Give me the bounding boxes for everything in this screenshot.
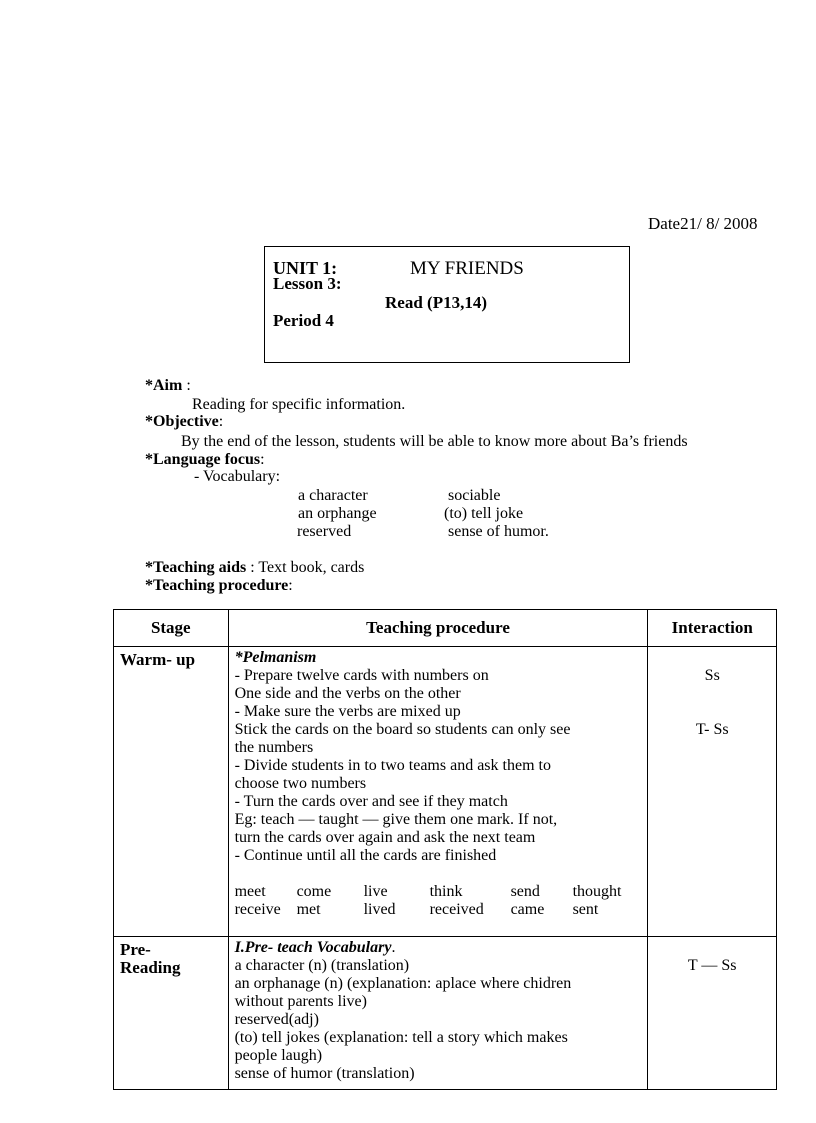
verb-word: live: [363, 883, 388, 900]
warmup-title: *Pelmanism: [234, 649, 317, 666]
procedure-table: [113, 609, 777, 1090]
interaction-value: Ss: [704, 667, 720, 684]
objective-text: By the end of the lesson, students will be able to know more about Ba’s friends: [181, 433, 688, 450]
prereading-title-suffix: .: [391, 939, 396, 956]
verb-word: came: [510, 901, 545, 918]
vocab-item: sociable: [448, 487, 501, 504]
vocab-item: an orphange: [298, 505, 377, 522]
interaction-prereading: [648, 937, 777, 1090]
procedure-line: turn the cards over again and ask the next team: [234, 829, 536, 846]
aim-separator: :: [182, 377, 191, 394]
verb-word: send: [510, 883, 540, 900]
procedure-line: people laugh): [234, 1047, 323, 1064]
unit-title: MY FRIENDS: [410, 258, 524, 279]
verb-word: think: [429, 883, 463, 900]
vocabulary-label: - Vocabulary:: [194, 468, 281, 485]
procedure-line: (to) tell jokes (explanation: tell a story which makes: [234, 1029, 568, 1046]
interaction-value: T- Ss: [695, 721, 729, 738]
procedure-line: the numbers: [234, 739, 314, 756]
interaction-value: T — Ss: [687, 957, 737, 974]
procedure-line: an orphanage (n) (explanation: aplace where chidren: [234, 975, 572, 992]
procedure-line: - Prepare twelve cards with numbers on: [234, 667, 489, 684]
procedure-line: - Turn the cards over and see if they match: [234, 793, 508, 810]
table-row-warmup: [114, 647, 777, 937]
aim-text: Reading for specific information.: [192, 396, 406, 413]
procedure-line: sense of humor (translation): [234, 1065, 415, 1082]
interaction-warmup: [648, 647, 777, 937]
lesson-title: Read (P13,14): [385, 293, 487, 312]
teaching-procedure-separator: :: [288, 577, 293, 594]
header-interaction: Interaction: [648, 610, 777, 647]
procedure-line: a character (n) (translation): [234, 957, 410, 974]
stage-prereading: [114, 937, 229, 1090]
procedure-warmup: [228, 647, 648, 937]
vocab-item: a character: [298, 487, 368, 504]
unit-label: UNIT 1:: [273, 258, 338, 278]
vocab-item: sense of humor.: [448, 523, 549, 540]
teaching-procedure-label: *Teaching procedure: [145, 577, 289, 594]
verb-word: meet: [234, 883, 266, 900]
vocab-item: reserved: [297, 523, 352, 540]
verb-word: receive: [234, 901, 281, 918]
prereading-title-text: I.Pre- teach Vocabulary: [234, 939, 392, 956]
prereading-title: [235, 939, 642, 957]
vocab-item: (to) tell joke: [444, 505, 524, 522]
procedure-line: - Continue until all the cards are finished: [234, 847, 497, 864]
aim-label: *Aim: [145, 377, 183, 394]
stage-warmup: Warm- up: [114, 647, 229, 937]
objective-separator: :: [218, 413, 224, 430]
procedure-line: One side and the verbs on the other: [234, 685, 461, 702]
language-focus-label: *Language focus: [145, 451, 261, 468]
table-header-row: [114, 610, 777, 647]
verb-word: sent: [572, 901, 599, 918]
verb-cards-grid: [235, 883, 642, 919]
procedure-line: reserved(adj): [234, 1011, 319, 1028]
table-row-prereading: [114, 937, 777, 1090]
teaching-procedure-heading: [145, 577, 293, 595]
header-teaching-procedure: Teaching procedure: [228, 610, 648, 647]
stage-prereading-line1: Pre-: [120, 940, 151, 959]
verb-word: come: [296, 883, 332, 900]
procedure-line: - Make sure the verbs are mixed up: [234, 703, 461, 720]
verb-word: received: [429, 901, 484, 918]
date: Date21/ 8/ 2008: [648, 214, 758, 233]
procedure-line: - Divide students in to two teams and ask them to: [234, 757, 551, 774]
teaching-aids: [145, 559, 364, 577]
objective-label: *Objective: [145, 413, 219, 430]
stage-prereading-line2: Reading: [120, 958, 181, 977]
aim-heading: [145, 377, 191, 395]
procedure-line: Eg: teach — taught — give them one mark. If not,: [234, 811, 558, 828]
procedure-line: Stick the cards on the board so students can only see: [234, 721, 571, 738]
language-focus-heading: [145, 451, 265, 469]
procedure-line: without parents live): [234, 993, 367, 1010]
header-stage: Stage: [114, 610, 229, 647]
teaching-aids-label: *Teaching aids: [145, 559, 247, 576]
teaching-aids-text: : Text book, cards: [246, 559, 365, 576]
objective-heading: [145, 413, 223, 431]
verb-word: met: [296, 901, 321, 918]
procedure-prereading: [228, 937, 648, 1090]
procedure-line: choose two numbers: [234, 775, 367, 792]
period-label: Period 4: [273, 311, 334, 330]
verb-word: lived: [363, 901, 396, 918]
verb-word: thought: [572, 883, 622, 900]
lesson-label: Lesson 3:: [273, 274, 342, 293]
language-focus-separator: :: [260, 451, 265, 468]
